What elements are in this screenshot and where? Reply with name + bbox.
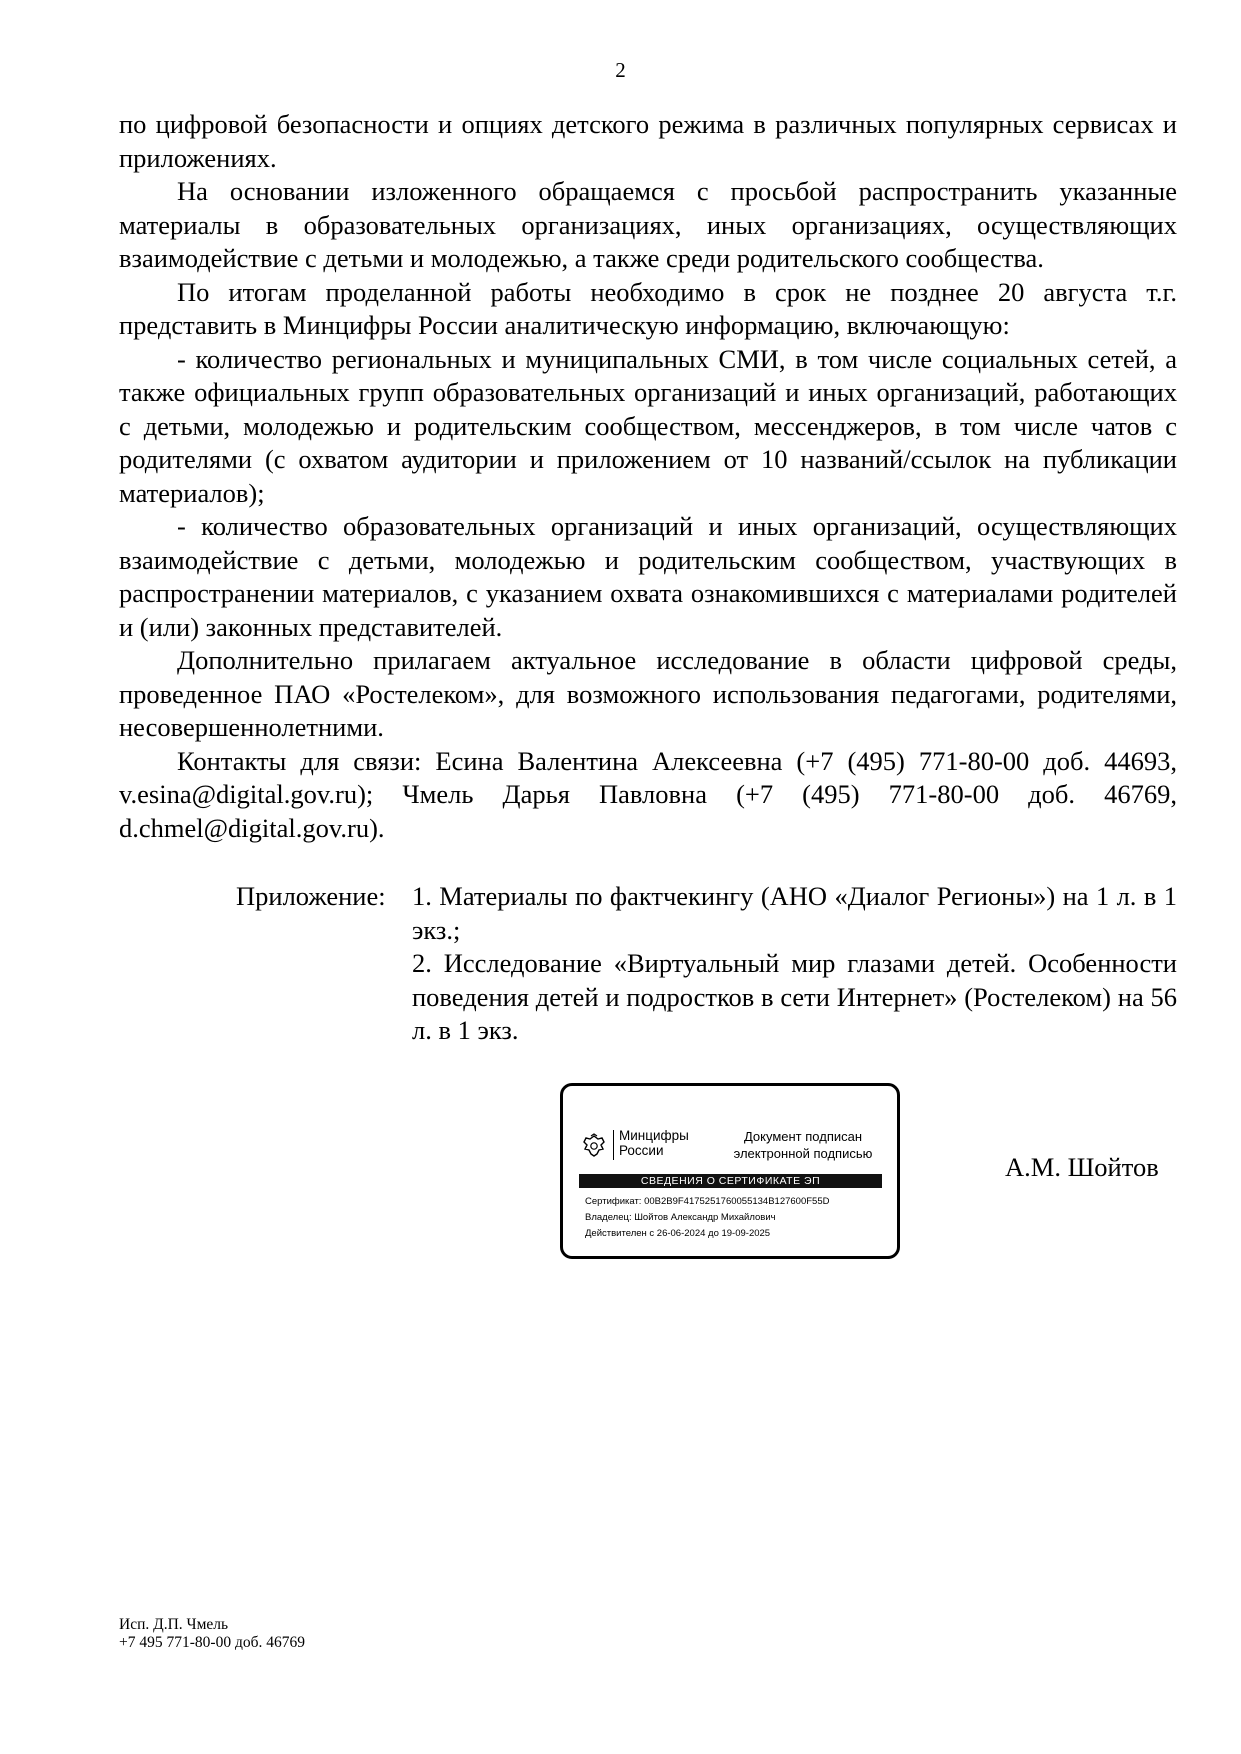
paragraph-contacts: Контакты для связи: Есина Валентина Алексеевна (+7 (495) 771-80-00 доб. 44693, v.esina@digital.gov.ru); Чмель Дарья Павловна (+7 (495) 771-80-00 доб. 46769, d.chmel@digital.gov.ru). [119,745,1177,843]
list-item-organizations: - количество образовательных организаций и иных организаций, осуществляющих взаимодействие с детьми, молодежью и родительским сообществом, участвующих в распространении материалов, с указанием охвата ознакомившихся с материалами родителей и (или) законных представителей. [119,511,1177,642]
signatory-name: А.М. Шойтов [1005,1152,1159,1182]
paragraph-continuation: по цифровой безопасности и опциях детского режима в различных популярных сервисах и приложениях. [119,109,1177,173]
paragraph-research: Дополнительно прилагаем актуальное исследование в области цифровой среды, проведенное ПАО «Ростелеком», для возможного использования педагогами, родителями, несовершеннолетними. [119,645,1177,742]
attachment-list [412,880,1177,1048]
executor-info [119,1616,305,1652]
paragraph-request: На основании изложенного обращаемся с просьбой распространить указанные материалы в образовательных организациях, иных организациях, осуществляющих взаимодействие с детьми и молодежью, а также среди родительского сообщества. [119,176,1177,273]
certificate-validity: Действителен с 26-06-2024 до 19-09-2025 [585,1228,771,1239]
list-item-media: - количество региональных и муниципальных СМИ, в том числе социальных сетей, а также официальных групп образовательных организаций и иных организаций, работающих с детьми, молодежью и родительским сообществом, мессенджеров, в том числе чатов с родителями (с охватом аудитории и приложением от 10 названий/ссылок на публикации материалов); [119,343,1177,508]
page-number: 2 [615,58,626,82]
certificate-header: СВЕДЕНИЯ О СЕРТИФИКАТЕ ЭП [579,1174,882,1188]
signed-notice: Документ подписан электронной подписью [733,1129,873,1161]
executor-name: Исп. Д.П. Чмель [119,1616,229,1633]
certificate-number: Сертификат: 00B2B9F4175251760055134B127600F55D [585,1196,830,1207]
executor-phone: +7 495 771-80-00 доб. 46769 [119,1634,305,1651]
electronic-signature-stamp [560,1083,900,1259]
paragraph-deadline: По итогам проделанной работы необходимо в срок не позднее 20 августа т.г. представить в Минцифры России аналитическую информацию, включающую: [119,276,1177,340]
attachment-item-2: 2. Исследование «Виртуальный мир глазами детей. Особенности поведения детей и подростков в сети Интернет» (Ростелеком) на 56 л. в 1 экз. [412,948,1177,1045]
letter-body [119,108,1177,845]
coat-of-arms-icon [581,1133,607,1159]
ministry-name: Минцифры России [619,1128,689,1158]
certificate-owner: Владелец: Шойтов Александр Михайлович [585,1212,776,1223]
attachment-label: Приложение: [236,881,386,911]
stamp-divider [613,1130,614,1160]
attachment-item-1: 1. Материалы по фактчекингу (АНО «Диалог Регионы») на 1 л. в 1 экз.; [412,881,1177,945]
